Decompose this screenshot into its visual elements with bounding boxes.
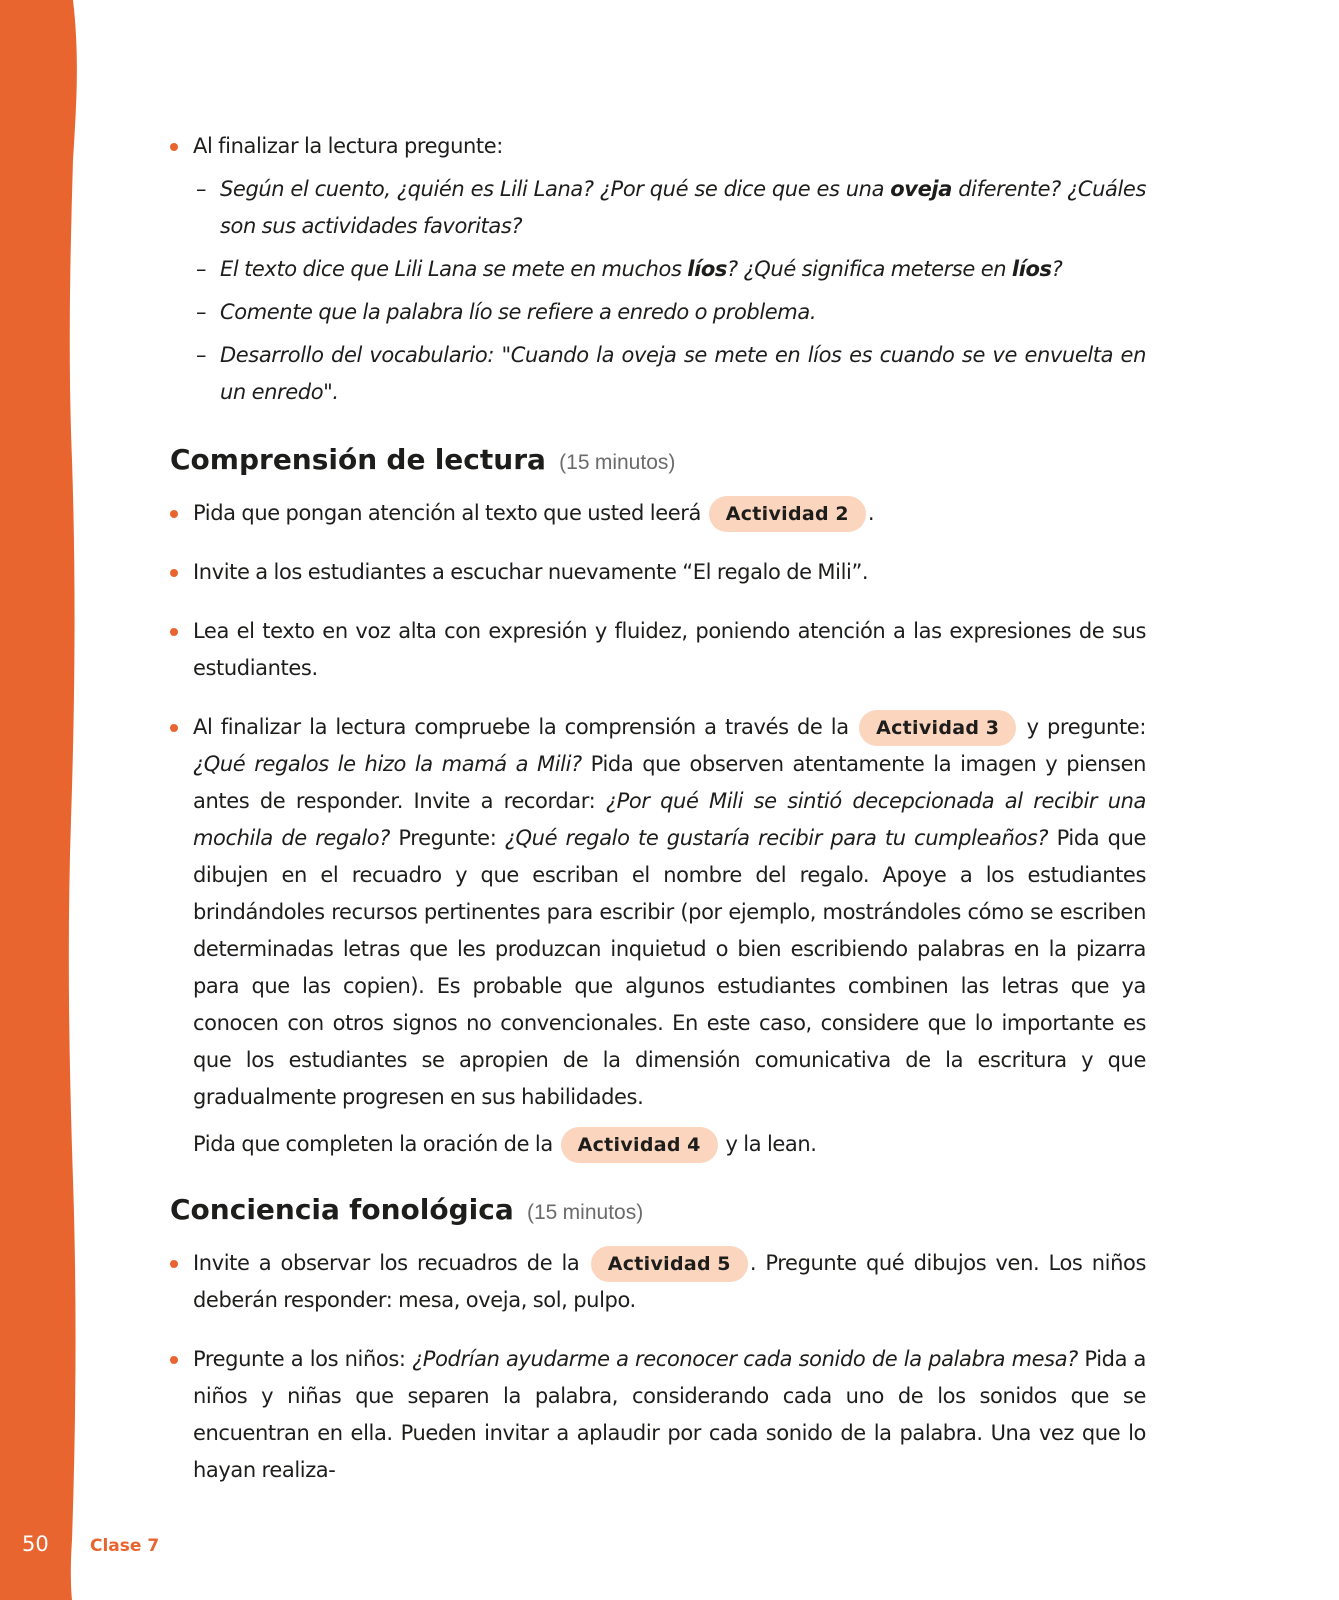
orange-side-band: [0, 0, 80, 1600]
section-duration: (15 minutos): [559, 451, 676, 474]
question-item: – Comente que la palabra lío se refiere a enredo o problema.: [170, 294, 1146, 331]
main-content: [170, 128, 1146, 1489]
comprension-bullet-2: Invite a los estudiantes a escuchar nuevamente “El regalo de Mili”.: [170, 554, 1146, 591]
intro-bullet: Al finalizar la lectura pregunte:: [170, 128, 1146, 165]
section-duration: (15 minutos): [526, 1201, 644, 1224]
page-number: 50: [22, 1532, 49, 1556]
footer-class-label: Clase 7: [90, 1536, 160, 1556]
comprension-bullet-4: Al finalizar la lectura compruebe la comprensión a través de la Actividad 3 y pregunte: ¿Qué regalos le hizo la mamá a Mili? Pida que observen atentamente la imagen y piensen antes de responder. Invite a recordar: ¿Por qué Mili se sintió decepcionada al recibir una mochila de regalo? Pregunte: ¿Qué regalo te gustaría recibir para tu cumpleaños? Pida que dibujen en el recuadro y que escriban el nombre del regalo. Apoye a los estudiantes brindándoles recursos pertinentes para escribir (por ejemplo, mostrándoles cómo se escriben determinadas letras que les produzcan inquietud o bien escribiendo palabras en la pizarra para que las copien). Es probable que algunos estudiantes combinen las letras que ya conocen con otros signos no convencionales. En este caso, considere que lo importante es que los estudiantes se apropien de la dimensión comunicativa de la escritura y que gradualmente progresen en sus habilidades.: [170, 709, 1146, 1116]
comprension-bullet-1: Pida que pongan atención al texto que usted leerá Actividad 2 .: [170, 495, 1146, 532]
section-heading-comprension: Comprensión de lectura (15 minutos): [170, 443, 676, 476]
comprension-followup: Pida que completen la oración de la Actividad 4 y la lean.: [170, 1126, 1146, 1163]
conciencia-bullet-2: Pregunte a los niños: ¿Podrían ayudarme a reconocer cada sonido de la palabra mesa? Pida a niños y niñas que separen la palabra, considerando cada uno de los sonidos que se encuentran en ella. Pueden invitar a aplaudir por cada sonido de la palabra. Una vez que lo hayan realiza-: [170, 1341, 1146, 1489]
question-item: – El texto dice que Lili Lana se mete en muchos líos? ¿Qué significa meterse en líos?: [170, 251, 1146, 288]
section-heading-conciencia: Conciencia fonológica (15 minutos): [170, 1193, 644, 1226]
question-item: – Desarrollo del vocabulario: "Cuando la oveja se mete en líos es cuando se ve envuelta en un enredo".: [170, 337, 1146, 411]
activity-badge: Actividad 5: [591, 1246, 748, 1282]
conciencia-bullet-1: Invite a observar los recuadros de la Actividad 5 . Pregunte qué dibujos ven. Los niños deberán responder: mesa, oveja, sol, pulpo.: [170, 1245, 1146, 1319]
comprension-bullet-3: Lea el texto en voz alta con expresión y fluidez, poniendo atención a las expresiones de sus estudiantes.: [170, 613, 1146, 687]
activity-badge: Actividad 2: [709, 496, 866, 532]
activity-badge: Actividad 4: [561, 1127, 718, 1163]
question-item: – Según el cuento, ¿quién es Lili Lana? ¿Por qué se dice que es una oveja diferente? ¿Cuáles son sus actividades favoritas?: [170, 171, 1146, 245]
question-list: [170, 171, 1146, 411]
activity-badge: Actividad 3: [859, 710, 1016, 746]
